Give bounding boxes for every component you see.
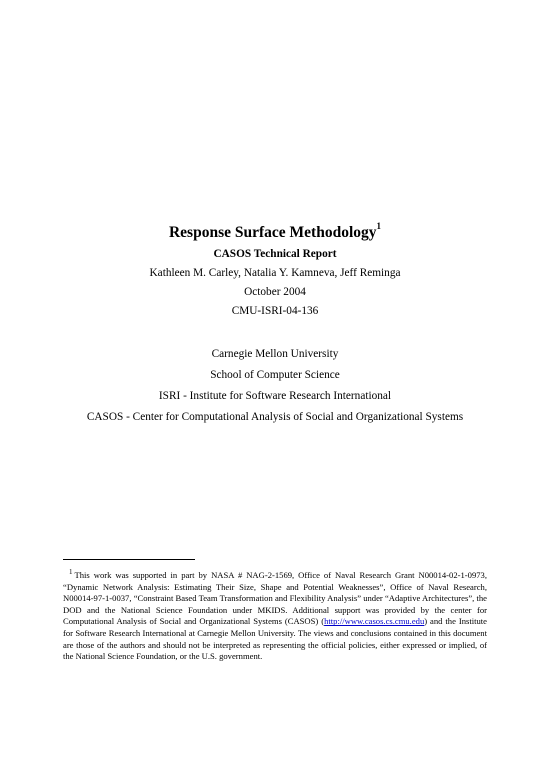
- report-type: CASOS Technical Report: [213, 248, 337, 261]
- document-title: [0, 219, 550, 242]
- authors: Kathleen M. Carley, Natalia Y. Kamneva, Jeff Reminga: [149, 267, 401, 280]
- footnote: [63, 570, 487, 663]
- affiliations: [0, 347, 550, 431]
- affiliation-isri: ISRI - Institute for Software Research International: [158, 390, 392, 402]
- footnote-mark: 1: [69, 568, 73, 577]
- title-footnote-mark: 1: [376, 221, 382, 231]
- document-title-text: Response Surface Methodology: [168, 224, 377, 242]
- footnote-text-before-link: This work was supported in part by NASA # NAG-2-1569, Office of Naval Research Grant N00014-02-1-0973, “Dynamic Network Analysis: Estimating Their Size, Shape and Potential Weaknesses”, Office of Naval Research, N00014-97-1-0037, “Constraint Based Team Transformation and Flexibility Analysis” under “Adaptive Architectures”, the DOD and the National Science Foundation under MKIDS. Additional support was provided by the center for Computational Analysis of Social and Organizational Systems (CASOS) (: [63, 570, 487, 627]
- affiliation-school: School of Computer Science: [210, 369, 340, 381]
- footnote-divider: [63, 559, 195, 560]
- report-date: October 2004: [244, 286, 306, 299]
- affiliation-casos: CASOS - Center for Computational Analysis of Social and Organizational Systems: [86, 411, 464, 423]
- footnote-text-after-link: ) and the Institute for Software Research International at Carnegie Mellon University. The views and conclusions contained in this document are those of the authors and should not be interpreted as representing the official policies, either expressed or implied, of the National Science Foundation, or the U.S. government.: [63, 616, 487, 662]
- affiliation-university: Carnegie Mellon University: [211, 348, 339, 360]
- casos-website-link[interactable]: http://www.casos.cs.cmu.edu: [324, 616, 425, 627]
- title-block: [0, 219, 550, 318]
- report-number: CMU-ISRI-04-136: [231, 305, 319, 318]
